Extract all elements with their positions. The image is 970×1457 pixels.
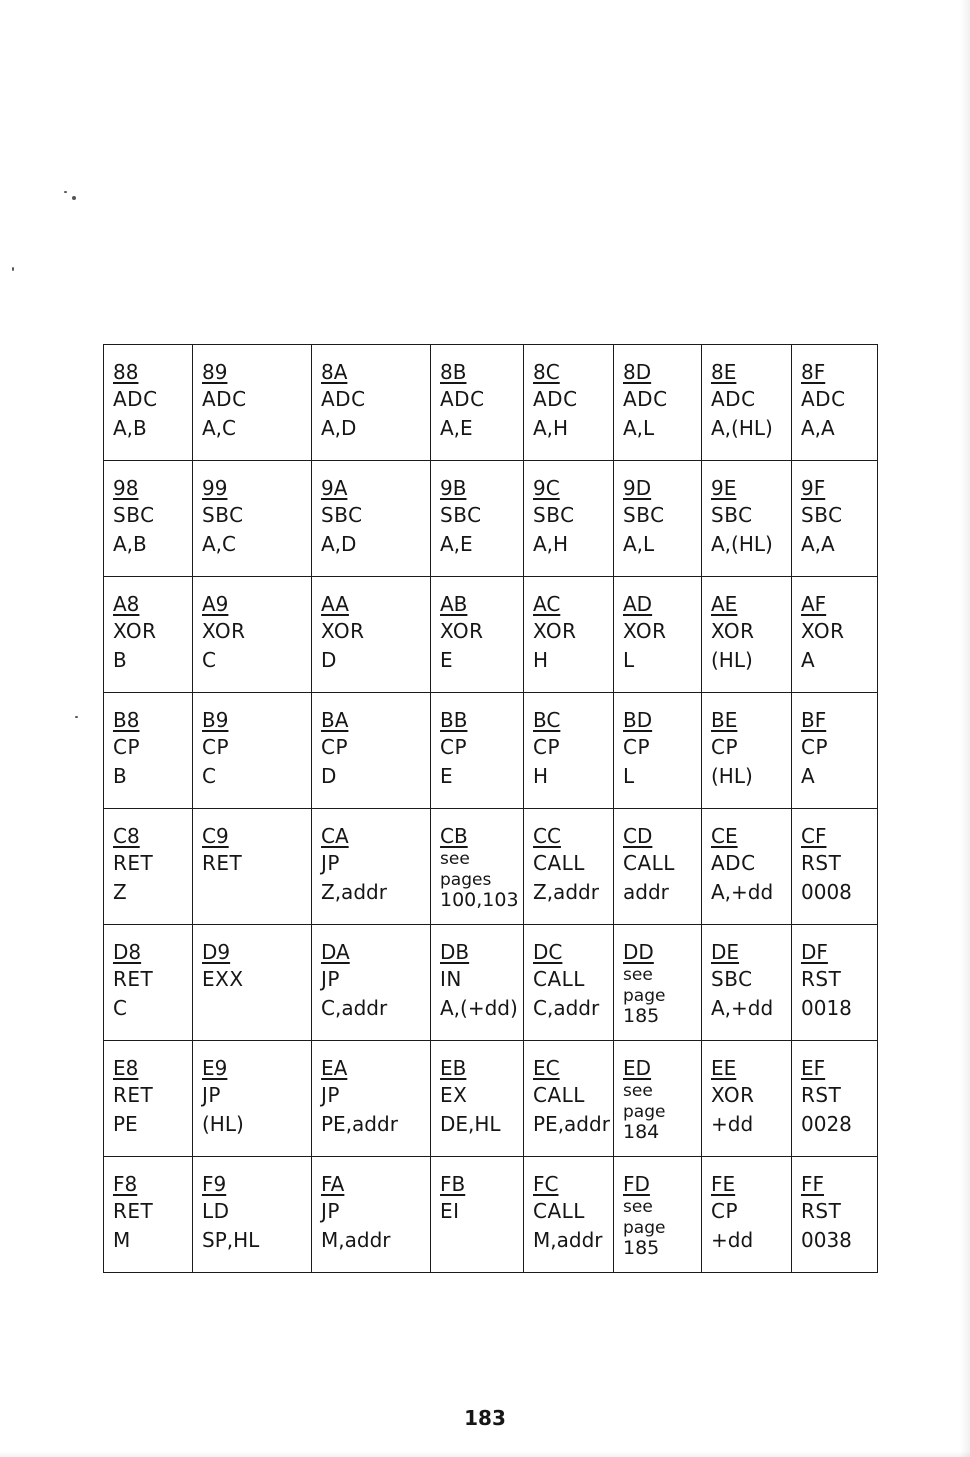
opcode-hex: 9C	[533, 476, 560, 500]
opcode-cell	[193, 461, 312, 577]
opcode-mnemonic: CP	[801, 735, 829, 759]
opcode-operand: +dd	[711, 1228, 754, 1252]
opcode-mnemonic: SBC	[440, 503, 482, 527]
opcode-mnemonic: RET	[113, 1083, 154, 1107]
opcode-cell	[792, 1041, 878, 1157]
opcode-operand: A,A	[801, 416, 835, 440]
opcode-operand: B	[113, 764, 127, 788]
opcode-cell	[104, 925, 193, 1041]
opcode-mnemonic: EI	[440, 1199, 460, 1223]
opcode-cell	[792, 461, 878, 577]
opcode-hex: EC	[533, 1056, 560, 1080]
opcode-mnemonic: XOR	[711, 1083, 755, 1107]
opcode-hex: AB	[440, 592, 468, 616]
cross-reference-page: 184	[623, 1121, 660, 1143]
opcode-operand: (HL)	[711, 764, 753, 788]
opcode-cell	[614, 577, 702, 693]
opcode-hex: FF	[801, 1172, 825, 1196]
opcode-cell	[702, 345, 792, 461]
opcode-cell	[312, 809, 431, 925]
page-number: 183	[464, 1406, 506, 1430]
table-row	[104, 809, 878, 925]
opcode-cell	[312, 345, 431, 461]
opcode-cell	[431, 461, 524, 577]
opcode-cell	[524, 461, 614, 577]
opcode-operand: M	[113, 1228, 131, 1252]
opcode-mnemonic: SBC	[321, 503, 363, 527]
opcode-operand: SP,HL	[202, 1228, 260, 1252]
opcode-hex: CE	[711, 824, 738, 848]
opcode-mnemonic: ADC	[801, 387, 846, 411]
table-row	[104, 1041, 878, 1157]
opcode-cell	[104, 577, 193, 693]
cross-reference-label: see	[623, 1081, 653, 1101]
table-row	[104, 461, 878, 577]
opcode-mnemonic: CP	[623, 735, 651, 759]
opcode-hex: CD	[623, 824, 653, 848]
cross-reference-page: 100,103	[440, 889, 519, 911]
opcode-operand: C,addr	[321, 996, 388, 1020]
opcode-operand: A,+dd	[711, 996, 774, 1020]
opcode-mnemonic: ADC	[711, 387, 756, 411]
opcode-hex: ED	[623, 1056, 652, 1080]
opcode-mnemonic: SBC	[533, 503, 575, 527]
opcode-hex: CC	[533, 824, 561, 848]
opcode-hex: 8E	[711, 360, 737, 384]
opcode-hex: EE	[711, 1056, 737, 1080]
opcode-hex: D8	[113, 940, 142, 964]
opcode-hex: 99	[202, 476, 228, 500]
opcode-operand: A	[801, 648, 815, 672]
opcode-mnemonic: SBC	[711, 503, 753, 527]
opcode-cell	[614, 925, 702, 1041]
scan-speck	[12, 267, 14, 271]
opcode-mnemonic: EXX	[202, 967, 244, 991]
opcode-cell	[104, 809, 193, 925]
opcode-hex: AA	[321, 592, 349, 616]
opcode-hex: AD	[623, 592, 653, 616]
opcode-operand: M,addr	[533, 1228, 603, 1252]
opcode-mnemonic: XOR	[202, 619, 246, 643]
opcode-operand: E	[440, 648, 453, 672]
opcode-mnemonic: IN	[440, 967, 462, 991]
opcode-cell	[193, 809, 312, 925]
opcode-mnemonic: XOR	[321, 619, 365, 643]
opcode-mnemonic: JP	[321, 967, 340, 991]
opcode-mnemonic: CP	[440, 735, 468, 759]
opcode-operand: A,(HL)	[711, 532, 773, 556]
opcode-operand: PE	[113, 1112, 138, 1136]
opcode-hex: F8	[113, 1172, 138, 1196]
opcode-mnemonic: CP	[711, 1199, 739, 1223]
opcode-operand: A,C	[202, 532, 237, 556]
opcode-operand: A,C	[202, 416, 237, 440]
opcode-mnemonic: RET	[202, 851, 243, 875]
opcode-hex: 98	[113, 476, 139, 500]
cross-reference-page: pages	[440, 870, 492, 890]
opcode-mnemonic: SBC	[801, 503, 843, 527]
cross-reference-page: 185	[623, 1005, 660, 1027]
opcode-mnemonic: RET	[113, 1199, 154, 1223]
opcode-hex: FE	[711, 1172, 736, 1196]
scan-speck	[75, 716, 78, 718]
opcode-cell	[431, 577, 524, 693]
page-edge-shadow	[960, 0, 970, 1457]
opcode-cell	[792, 693, 878, 809]
opcode-mnemonic: CP	[533, 735, 561, 759]
opcode-mnemonic: RST	[801, 967, 842, 991]
opcode-operand: L	[623, 764, 635, 788]
opcode-cell	[431, 693, 524, 809]
opcode-mnemonic: RST	[801, 1199, 842, 1223]
opcode-cell	[193, 577, 312, 693]
opcode-cell	[312, 693, 431, 809]
opcode-operand: H	[533, 764, 549, 788]
table-row	[104, 345, 878, 461]
opcode-hex: A9	[202, 592, 229, 616]
opcode-mnemonic: RET	[113, 851, 154, 875]
opcode-mnemonic: JP	[321, 851, 340, 875]
opcode-mnemonic: XOR	[113, 619, 157, 643]
opcode-mnemonic: LD	[202, 1199, 230, 1223]
opcode-hex: 9B	[440, 476, 467, 500]
opcode-hex: BD	[623, 708, 653, 732]
opcode-hex: 89	[202, 360, 228, 384]
opcode-mnemonic: RST	[801, 1083, 842, 1107]
opcode-hex: DD	[623, 940, 654, 964]
opcode-operand: C	[202, 764, 216, 788]
opcode-operand: (HL)	[202, 1112, 244, 1136]
opcode-operand: 0018	[801, 996, 852, 1020]
opcode-hex: 9A	[321, 476, 348, 500]
opcode-hex: AE	[711, 592, 738, 616]
opcode-hex: 8A	[321, 360, 348, 384]
opcode-hex: DE	[711, 940, 740, 964]
opcode-operand: A,(+dd)	[440, 996, 518, 1020]
opcode-cell	[312, 925, 431, 1041]
opcode-hex: 8D	[623, 360, 652, 384]
opcode-cell	[614, 1157, 702, 1273]
opcode-cell	[193, 925, 312, 1041]
opcode-cell	[312, 577, 431, 693]
opcode-hex: FA	[321, 1172, 345, 1196]
opcode-operand: A,E	[440, 416, 473, 440]
opcode-operand: A,E	[440, 532, 473, 556]
opcode-hex: BC	[533, 708, 561, 732]
cross-reference-page: page	[623, 986, 666, 1006]
opcode-hex: 8C	[533, 360, 560, 384]
opcode-cell	[524, 1157, 614, 1273]
opcode-mnemonic: XOR	[801, 619, 845, 643]
opcode-mnemonic: CP	[113, 735, 141, 759]
opcode-operand: A,L	[623, 532, 655, 556]
opcode-hex: 8B	[440, 360, 467, 384]
opcode-hex: C8	[113, 824, 140, 848]
opcode-operand: A,B	[113, 416, 147, 440]
opcode-operand: A,(HL)	[711, 416, 773, 440]
opcode-hex: 9F	[801, 476, 826, 500]
opcode-mnemonic: ADC	[711, 851, 756, 875]
opcode-cell	[792, 925, 878, 1041]
opcode-operand: A,H	[533, 416, 569, 440]
page-edge-shadow-bottom	[0, 1451, 970, 1457]
opcode-cell	[524, 693, 614, 809]
opcode-operand: Z,addr	[321, 880, 387, 904]
opcode-hex: AC	[533, 592, 561, 616]
cross-reference-label: see	[440, 849, 470, 869]
scan-speck	[72, 196, 76, 200]
opcode-mnemonic: ADC	[440, 387, 485, 411]
opcode-hex: AF	[801, 592, 827, 616]
opcode-mnemonic: SBC	[202, 503, 244, 527]
opcode-cell	[431, 809, 524, 925]
opcode-hex: F9	[202, 1172, 227, 1196]
opcode-operand: +dd	[711, 1112, 754, 1136]
table-row	[104, 1157, 878, 1273]
opcode-operand: A,A	[801, 532, 835, 556]
opcode-cell	[702, 809, 792, 925]
opcode-mnemonic: CALL	[623, 851, 675, 875]
opcode-hex: FB	[440, 1172, 466, 1196]
opcode-mnemonic: ADC	[113, 387, 158, 411]
opcode-operand: C,addr	[533, 996, 600, 1020]
opcode-cell	[104, 345, 193, 461]
opcode-hex: DA	[321, 940, 350, 964]
opcode-table-body	[104, 345, 878, 1273]
opcode-hex: CB	[440, 824, 468, 848]
opcode-cell	[104, 1157, 193, 1273]
opcode-mnemonic: ADC	[623, 387, 668, 411]
opcode-mnemonic: XOR	[533, 619, 577, 643]
opcode-cell	[614, 461, 702, 577]
opcode-operand: B	[113, 648, 127, 672]
opcode-hex: BB	[440, 708, 468, 732]
opcode-cell	[312, 1041, 431, 1157]
opcode-operand: 0008	[801, 880, 852, 904]
opcode-mnemonic: SBC	[623, 503, 665, 527]
opcode-cell	[524, 925, 614, 1041]
opcode-hex: BA	[321, 708, 349, 732]
opcode-hex: B8	[113, 708, 140, 732]
opcode-mnemonic: CP	[321, 735, 349, 759]
opcode-cell	[431, 345, 524, 461]
opcode-operand: A	[801, 764, 815, 788]
opcode-cell	[614, 345, 702, 461]
opcode-hex: 9E	[711, 476, 737, 500]
opcode-cell	[702, 1041, 792, 1157]
opcode-cell	[524, 577, 614, 693]
cross-reference-label: see	[623, 1197, 653, 1217]
opcode-operand: Z	[113, 880, 127, 904]
opcode-hex: C9	[202, 824, 229, 848]
opcode-operand: (HL)	[711, 648, 753, 672]
opcode-hex: DB	[440, 940, 470, 964]
opcode-cell	[792, 577, 878, 693]
opcode-mnemonic: CALL	[533, 1083, 585, 1107]
opcode-operand: 0028	[801, 1112, 852, 1136]
opcode-cell	[524, 345, 614, 461]
opcode-cell	[193, 693, 312, 809]
opcode-operand: A,B	[113, 532, 147, 556]
opcode-cell	[431, 1157, 524, 1273]
opcode-mnemonic: JP	[321, 1199, 340, 1223]
opcode-mnemonic: CALL	[533, 851, 585, 875]
opcode-cell	[702, 925, 792, 1041]
opcode-operand: E	[440, 764, 453, 788]
opcode-operand: A,+dd	[711, 880, 774, 904]
opcode-hex: 8F	[801, 360, 826, 384]
opcode-operand: C	[202, 648, 216, 672]
opcode-cell	[702, 1157, 792, 1273]
opcode-cell	[312, 1157, 431, 1273]
opcode-operand: D	[321, 764, 337, 788]
opcode-mnemonic: CP	[711, 735, 739, 759]
opcode-cell	[431, 925, 524, 1041]
opcode-cell	[702, 461, 792, 577]
opcode-hex: BF	[801, 708, 827, 732]
opcode-mnemonic: RST	[801, 851, 842, 875]
opcode-cell	[431, 1041, 524, 1157]
opcode-cell	[193, 345, 312, 461]
opcode-hex: FC	[533, 1172, 559, 1196]
opcode-operand: L	[623, 648, 635, 672]
opcode-mnemonic: SBC	[711, 967, 753, 991]
opcode-operand: DE,HL	[440, 1112, 501, 1136]
opcode-cell	[614, 809, 702, 925]
table-row	[104, 693, 878, 809]
opcode-hex: 88	[113, 360, 139, 384]
opcode-hex: A8	[113, 592, 140, 616]
opcode-operand: D	[321, 648, 337, 672]
opcode-cell	[792, 1157, 878, 1273]
opcode-cell	[792, 809, 878, 925]
opcode-operand: A,D	[321, 416, 357, 440]
opcode-operand: Z,addr	[533, 880, 599, 904]
opcode-cell	[104, 1041, 193, 1157]
opcode-hex: EA	[321, 1056, 348, 1080]
opcode-operand: M,addr	[321, 1228, 391, 1252]
opcode-mnemonic: ADC	[202, 387, 247, 411]
opcode-hex: B9	[202, 708, 229, 732]
opcode-mnemonic: XOR	[711, 619, 755, 643]
opcode-hex: E8	[113, 1056, 139, 1080]
opcode-mnemonic: RET	[113, 967, 154, 991]
opcode-cell	[792, 345, 878, 461]
opcode-hex: EB	[440, 1056, 467, 1080]
opcode-cell	[702, 577, 792, 693]
opcode-mnemonic: SBC	[113, 503, 155, 527]
table-row	[104, 925, 878, 1041]
opcode-hex: DF	[801, 940, 828, 964]
opcode-operand: A,L	[623, 416, 655, 440]
opcode-mnemonic: ADC	[321, 387, 366, 411]
opcode-hex: BE	[711, 708, 738, 732]
opcode-operand: PE,addr	[533, 1112, 610, 1136]
opcode-cell	[524, 1041, 614, 1157]
opcode-mnemonic: EX	[440, 1083, 468, 1107]
opcode-cell	[614, 693, 702, 809]
opcode-operand: addr	[623, 880, 669, 904]
opcode-mnemonic: CALL	[533, 1199, 585, 1223]
opcode-cell	[614, 1041, 702, 1157]
opcode-cell	[104, 693, 193, 809]
opcode-mnemonic: JP	[202, 1083, 221, 1107]
opcode-mnemonic: XOR	[440, 619, 484, 643]
opcode-mnemonic: CP	[202, 735, 230, 759]
opcode-hex: D9	[202, 940, 231, 964]
cross-reference-page: page	[623, 1218, 666, 1238]
opcode-cell	[193, 1041, 312, 1157]
opcode-mnemonic: XOR	[623, 619, 667, 643]
opcode-operand: A,D	[321, 532, 357, 556]
opcode-hex: CA	[321, 824, 349, 848]
opcode-operand: H	[533, 648, 549, 672]
opcode-operand: C	[113, 996, 127, 1020]
opcode-cell	[312, 461, 431, 577]
opcode-mnemonic: CALL	[533, 967, 585, 991]
opcode-mnemonic: ADC	[533, 387, 578, 411]
opcode-cell	[524, 809, 614, 925]
opcode-hex: E9	[202, 1056, 228, 1080]
opcode-operand: 0038	[801, 1228, 852, 1252]
table-row	[104, 577, 878, 693]
opcode-hex: FD	[623, 1172, 650, 1196]
opcode-hex: CF	[801, 824, 827, 848]
opcode-hex: EF	[801, 1056, 826, 1080]
opcode-operand: A,H	[533, 532, 569, 556]
opcode-mnemonic: JP	[321, 1083, 340, 1107]
cross-reference-page: page	[623, 1102, 666, 1122]
cross-reference-label: see	[623, 965, 653, 985]
opcode-table	[103, 344, 878, 1273]
opcode-cell	[193, 1157, 312, 1273]
scan-speck	[64, 191, 67, 193]
opcode-cell	[104, 461, 193, 577]
opcode-hex: DC	[533, 940, 563, 964]
opcode-hex: 9D	[623, 476, 652, 500]
opcode-cell	[702, 693, 792, 809]
opcode-operand: PE,addr	[321, 1112, 398, 1136]
cross-reference-page: 185	[623, 1237, 660, 1259]
